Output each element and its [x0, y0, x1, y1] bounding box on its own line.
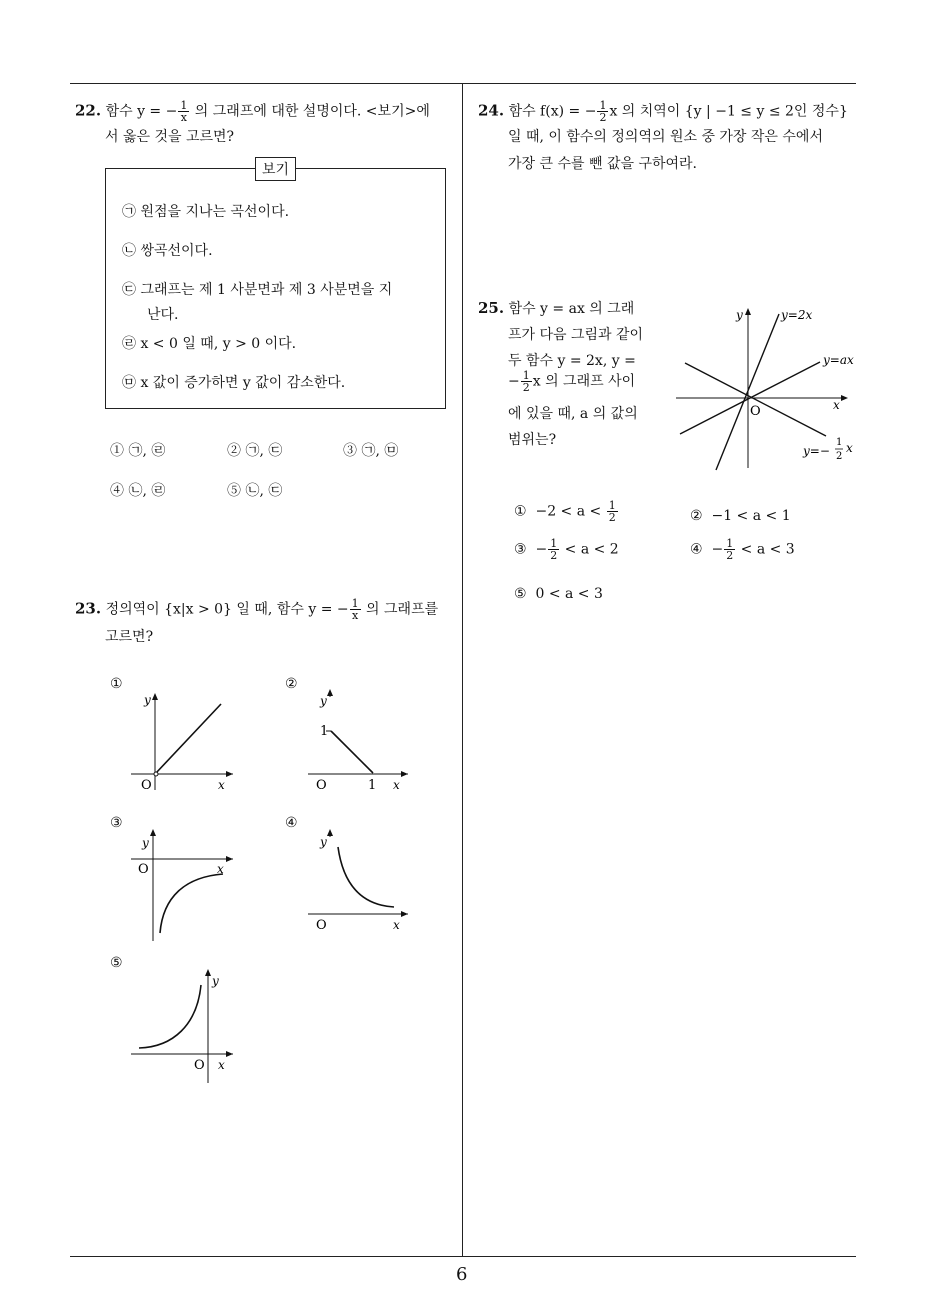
svg-text:y=−: y=− [803, 444, 830, 458]
q25-choice-2[interactable]: ② −1 < a < 1 [690, 508, 791, 524]
bogi-item-1: ㉠ 원점을 지나는 곡선이다. [122, 204, 290, 220]
column-divider [462, 83, 463, 1256]
q23-line1: 23. 정의역이 {x|x > 0} 일 때, 함수 y = − $\frac{1}{x}$ 의 그래프를 [75, 597, 439, 622]
axis-x-label: x [217, 862, 224, 876]
q22-line1: 22. 함수 y = − $\frac{1}{x}$ 의 그래프에 대한 설명이다. <보기>에 [75, 99, 430, 124]
q25-number: 25. [478, 299, 505, 317]
origin-label: O [194, 1058, 205, 1073]
q23-choice-1-label[interactable]: ① [110, 676, 123, 692]
q25-choice-4[interactable]: ④ − $\frac{1}{2}$ < a < 3 [690, 537, 795, 562]
axis-x-label: x [218, 778, 225, 792]
origin-label: O [316, 778, 327, 793]
q23-choice-5-label[interactable]: ⑤ [110, 955, 123, 971]
axis-y-label: y [320, 694, 327, 708]
bogi-item-3-cont: 난다. [147, 307, 179, 323]
bogi-item-4: ㉣ x < 0 일 때, y > 0 이다. [122, 336, 297, 352]
q22-choice-4[interactable]: ④ ㉡, ㉣ [110, 483, 166, 499]
q25-line3: 두 함수 y = 2x, y = [508, 353, 636, 369]
bogi-title: 보기 [255, 157, 296, 181]
tick-one-label-x: 1 [368, 778, 377, 793]
label-y-2x: y=2x [781, 308, 813, 322]
q24-line3: 가장 큰 수를 뺀 값을 구하여라. [508, 156, 697, 172]
q25-graph [670, 300, 865, 480]
q23-graph-3 [125, 825, 245, 945]
top-rule [70, 83, 856, 84]
origin-label: O [750, 404, 761, 419]
q25-line1: 25. 함수 y = ax 의 그래 [478, 299, 635, 317]
q22-choice-2[interactable]: ② ㉠, ㉢ [227, 443, 283, 459]
svg-text:2: 2 [836, 451, 843, 462]
q25-line2: 프가 다음 그림과 같이 [508, 327, 644, 343]
q23-choice-3-label[interactable]: ③ [110, 815, 123, 831]
axis-y-label: y [736, 308, 743, 322]
q23-graph-4 [300, 825, 420, 935]
q22-line2: 서 옳은 것을 고르면? [105, 129, 235, 145]
origin-label: O [141, 778, 152, 793]
bogi-item-2: ㉡ 쌍곡선이다. [122, 243, 213, 259]
q24-fraction: $\frac{1}{2}$ [599, 99, 607, 124]
bottom-rule [70, 1256, 856, 1257]
axis-x-label: x [393, 918, 400, 932]
origin-label: O [316, 918, 327, 933]
q24-number: 24. [478, 101, 505, 120]
q22-choice-1[interactable]: ① ㉠, ㉣ [110, 443, 166, 459]
q25-choice-3[interactable]: ③ − $\frac{1}{2}$ < a < 2 [514, 537, 619, 562]
q25-fraction: $\frac{1}{2}$ [522, 369, 530, 394]
bogi-item-5: ㉤ x 값이 증가하면 y 값이 감소한다. [122, 375, 346, 391]
axis-y-label: y [144, 693, 151, 707]
origin-label: O [138, 862, 149, 877]
q23-choice-2-label[interactable]: ② [285, 676, 298, 692]
axis-x-label: x [218, 1058, 225, 1072]
label-y-half-x [802, 437, 853, 462]
q22-choice-3[interactable]: ③ ㉠, ㉤ [343, 443, 399, 459]
q22-choice-5[interactable]: ⑤ ㉡, ㉢ [227, 483, 283, 499]
q25-line6: 범위는? [508, 432, 557, 448]
label-y-ax: y=ax [823, 353, 854, 367]
q23-fraction: $\frac{1}{x}$ [351, 597, 359, 622]
svg-text:1: 1 [836, 437, 843, 448]
q23-choice-4-label[interactable]: ④ [285, 815, 298, 831]
q23-number: 23. [75, 599, 102, 618]
svg-text:x: x [846, 441, 853, 455]
page-number: 6 [456, 1264, 468, 1285]
q24-line2: 일 때, 이 함수의 정의역의 원소 중 가장 작은 수에서 [508, 129, 823, 145]
axis-y-label: y [142, 836, 149, 850]
axis-y-label: y [320, 835, 327, 849]
axis-x-label: x [393, 778, 400, 792]
q22-fraction: $\frac{1}{x}$ [180, 99, 188, 124]
bogi-item-3: ㉢ 그래프는 제 1 사분면과 제 3 사분면을 지 [122, 282, 393, 298]
q23-graph-2 [300, 685, 420, 795]
axis-y-label: y [212, 974, 219, 988]
tick-one-label: 1 [320, 724, 329, 739]
q25-choice-5[interactable]: ⑤ 0 < a < 3 [514, 586, 603, 602]
q24-line1: 24. 함수 f(x) = − $\frac{1}{2}$ x 의 치역이 {y | −1 ≤ y ≤ 2인 정수} [478, 99, 848, 124]
q25-line5: 에 있을 때, a 의 값의 [508, 406, 638, 422]
axis-x-label: x [833, 398, 840, 412]
q25-choice-1[interactable]: ① −2 < a < $\frac{1}{2}$ [514, 499, 616, 524]
q22-number: 22. [75, 101, 102, 120]
q23-graph-5 [125, 965, 245, 1085]
q25-line4: − $\frac{1}{2}$ x 의 그래프 사이 [508, 369, 636, 394]
q23-line2: 고르면? [105, 629, 154, 645]
q23-graph-1 [125, 685, 245, 795]
